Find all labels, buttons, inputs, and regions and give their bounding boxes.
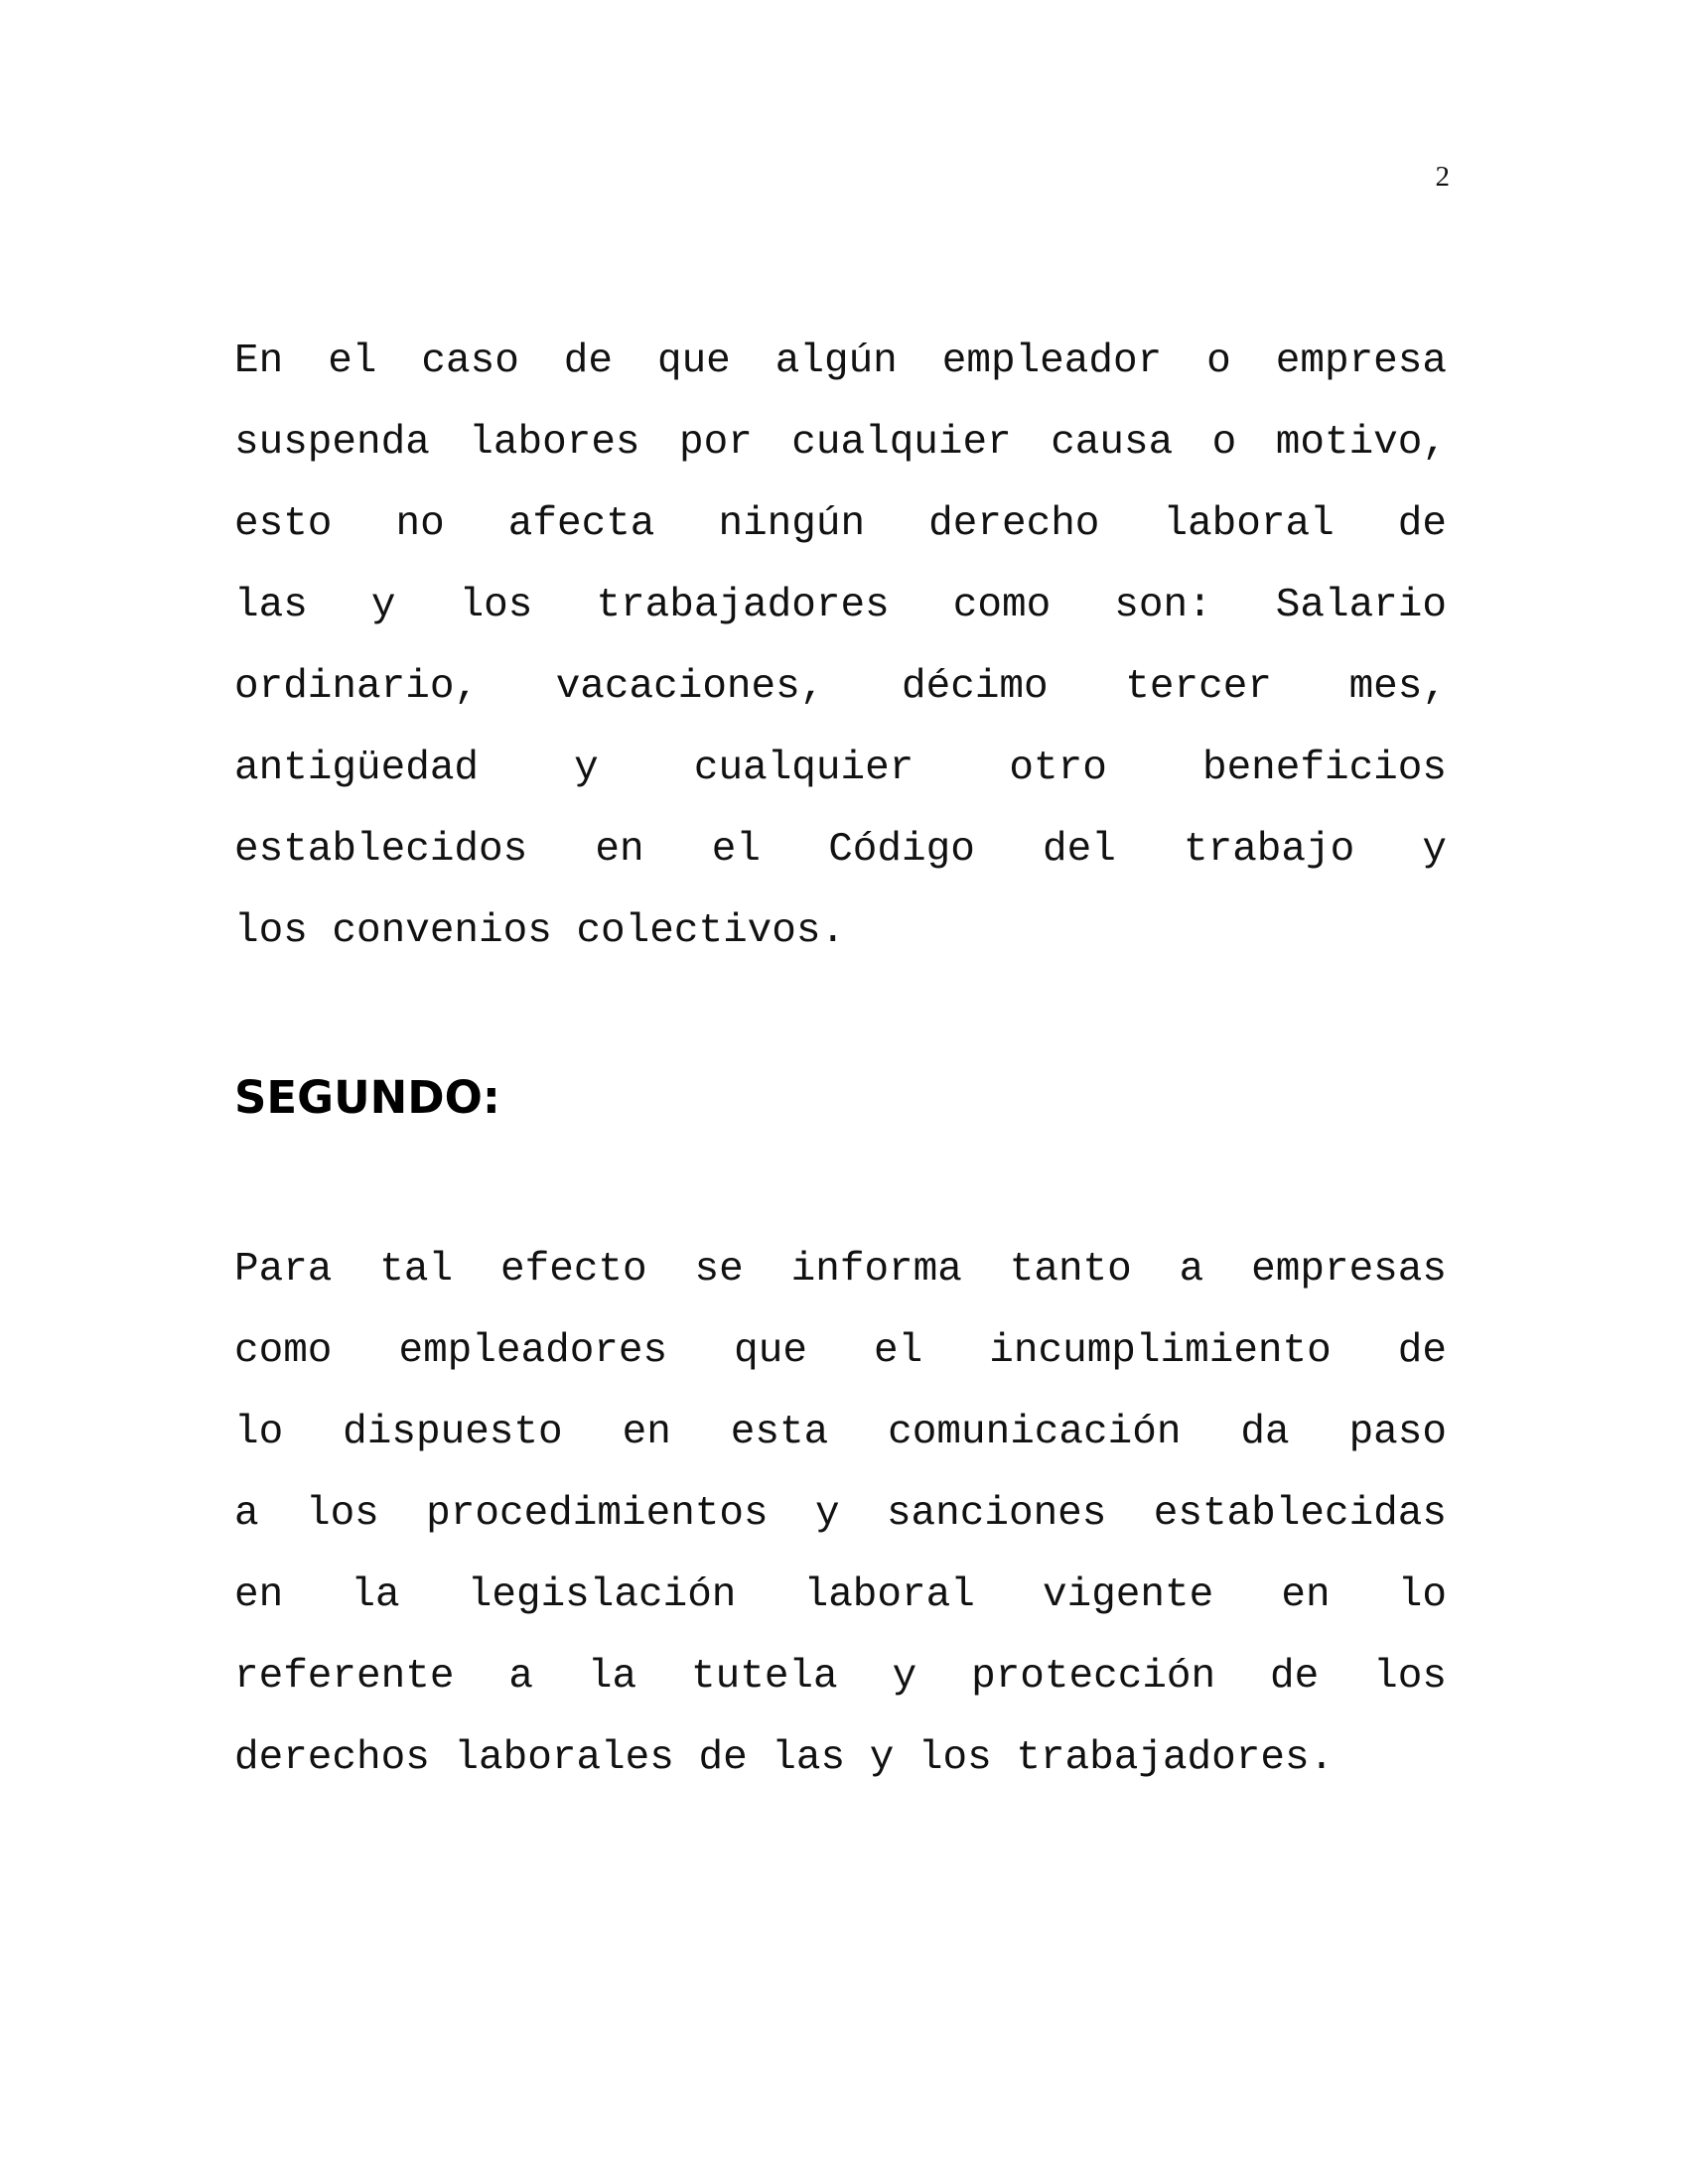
paragraph-line: Para tal efecto se informa tanto a empresas bbox=[234, 1247, 1447, 1293]
paragraph-line: En el caso de que algún empleador o empresa bbox=[234, 339, 1447, 384]
paragraph-suspension-rights bbox=[234, 321, 1447, 972]
page-number: 2 bbox=[1435, 161, 1450, 193]
paragraph-line: como empleadores que el incumplimiento de bbox=[234, 1328, 1447, 1374]
paragraph-line: antigüedad y cualquier otro beneficios bbox=[234, 746, 1447, 791]
paragraph-line: ordinario, vacaciones, décimo tercer mes, bbox=[234, 664, 1447, 710]
paragraph-line: establecidos en el Código del trabajo y bbox=[234, 827, 1447, 873]
paragraph-line: lo dispuesto en esta comunicación da paso bbox=[234, 1410, 1447, 1455]
paragraph-line: a los procedimientos y sanciones establecidas bbox=[234, 1491, 1447, 1537]
paragraph-line: referente a la tutela y protección de los bbox=[234, 1654, 1447, 1700]
paragraph-line: las y los trabajadores como son: Salario bbox=[234, 583, 1447, 628]
paragraph-sanctions bbox=[234, 1229, 1447, 1799]
paragraph-line: los convenios colectivos. bbox=[234, 908, 846, 954]
section-heading: SEGUNDO: bbox=[234, 1071, 500, 1124]
paragraph-line: en la legislación laboral vigente en lo bbox=[234, 1572, 1447, 1618]
paragraph-line: derechos laborales de las y los trabajadores. bbox=[234, 1735, 1335, 1781]
paragraph-line: suspenda labores por cualquier causa o motivo, bbox=[234, 420, 1447, 466]
paragraph-line: esto no afecta ningún derecho laboral de bbox=[234, 501, 1447, 547]
